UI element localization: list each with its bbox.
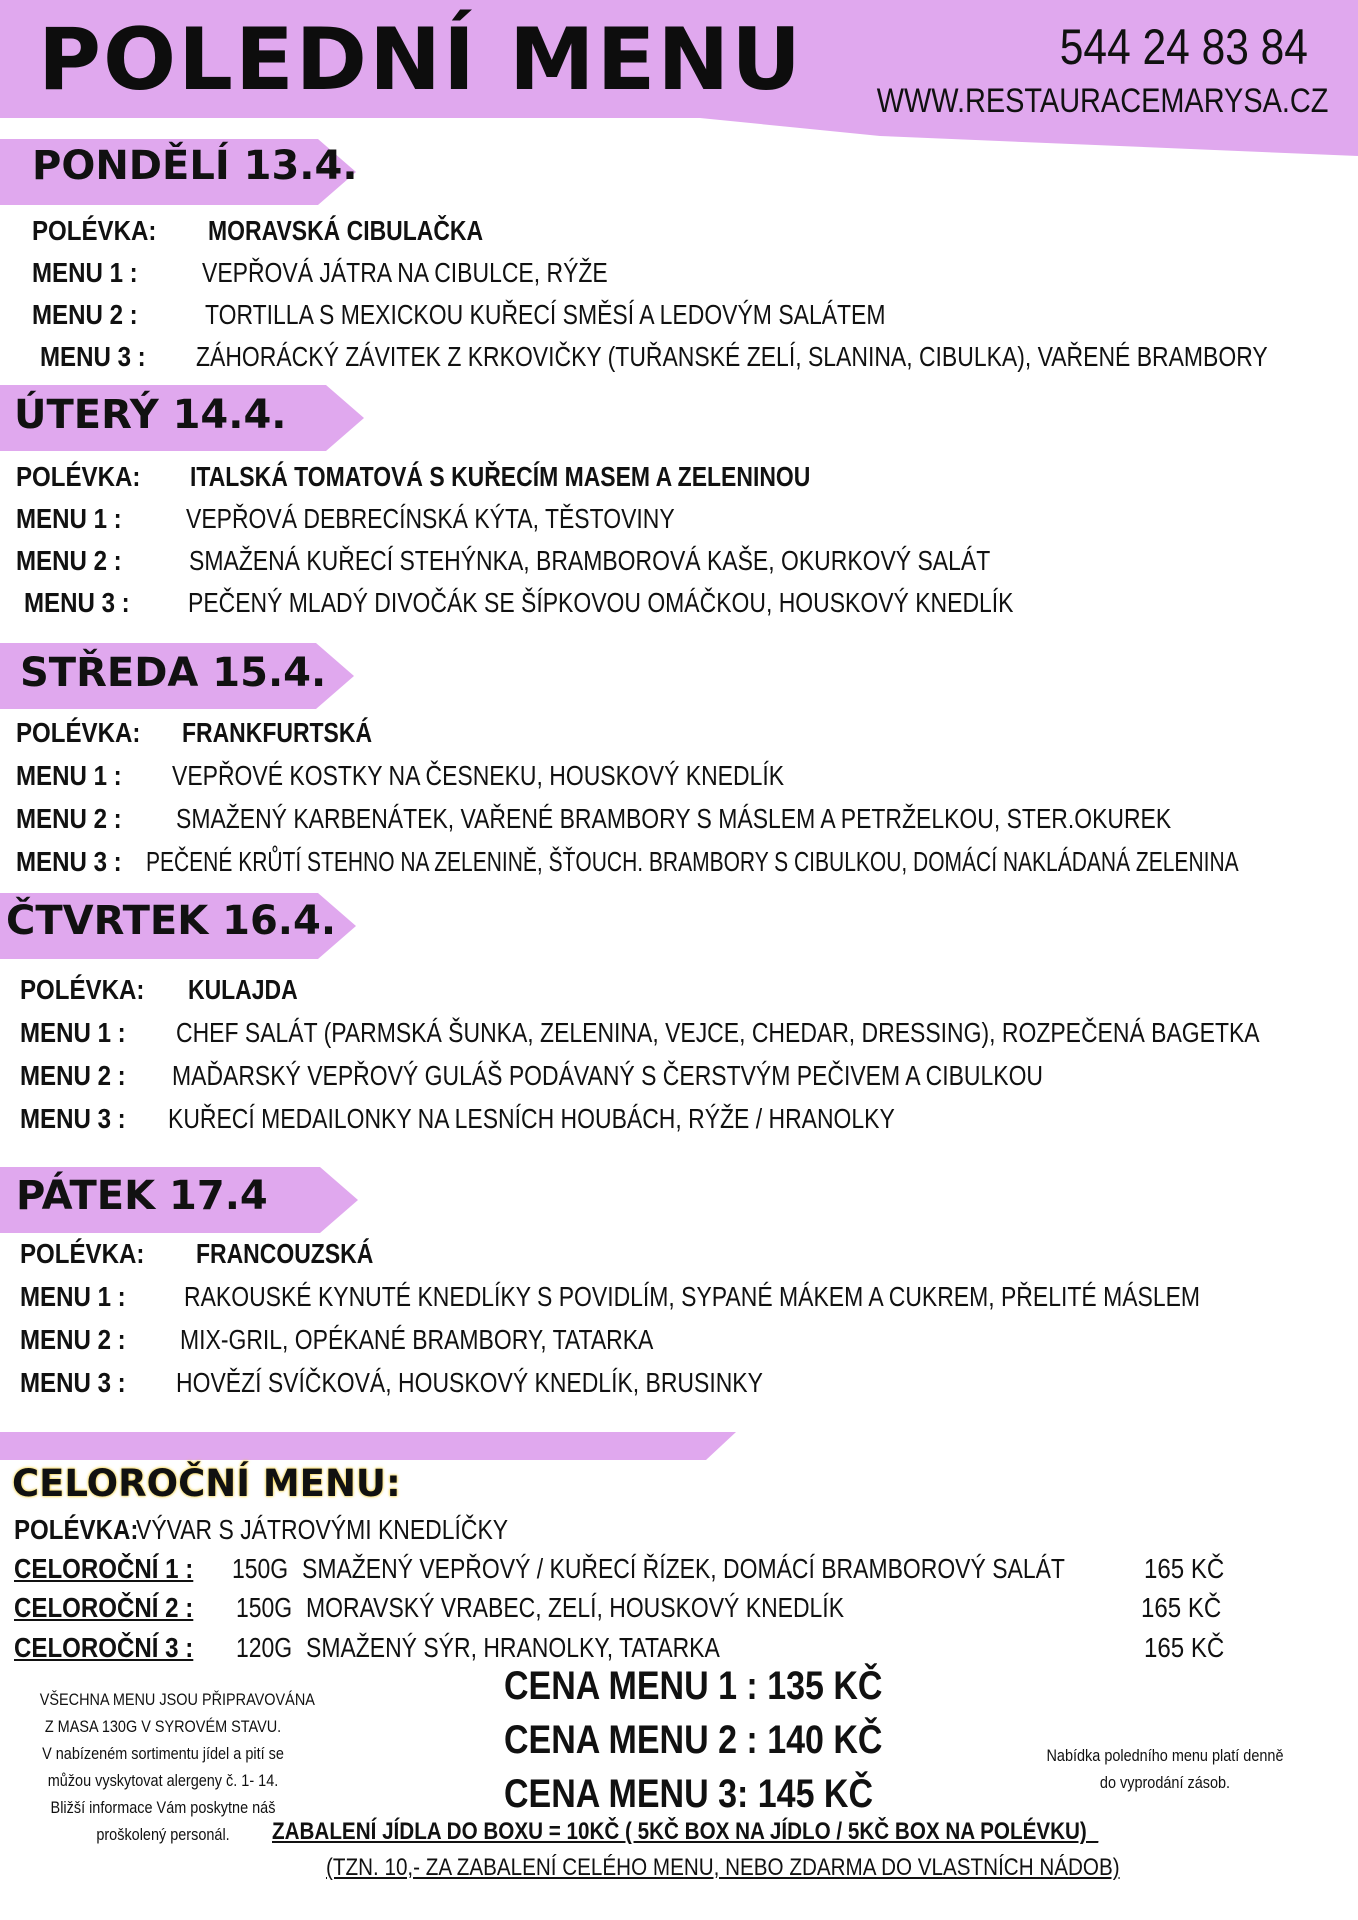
item-key: CELOROČNÍ 3 : [14,1632,194,1663]
row-value: SMAŽENÁ KUŘECÍ STEHÝNKA, BRAMBOROVÁ KAŠE, OKURKOVÝ SALÁT [189,545,991,576]
note-line: Z MASA 130G V SYROVÉM STAVU. [44,1717,282,1736]
row-key: POLÉVKA: [16,461,141,492]
day-title-monday: PONDĚLÍ 13.4. [32,143,358,189]
row-value: TORTILLA S MEXICKOU KUŘECÍ SMĚSÍ A LEDOVÝM SALÁTEM [205,299,886,330]
row-key: MENU 2 : [16,803,122,834]
row-value: SMAŽENÝ KARBENÁTEK, VAŘENÉ BRAMBORY S MÁSLEM A PETRŽELKOU, STER.OKUREK [176,803,1172,834]
row-key: POLÉVKA: [20,974,145,1005]
row-key: POLÉVKA: [14,1514,139,1545]
row-value: MORAVSKÁ CIBULAČKA [208,215,484,246]
row-key: MENU 2 : [20,1324,126,1355]
row-value: VÝVAR S JÁTROVÝMI KNEDLÍČKY [136,1514,509,1545]
price-menu-3: CENA MENU 3: 145 KČ [504,1772,874,1816]
celorocni-title: CELOROČNÍ MENU: [12,1462,401,1505]
row-key: MENU 1 : [20,1017,126,1048]
item-price: 165 KČ [1141,1592,1222,1623]
price-menu-2: CENA MENU 2 : 140 KČ [504,1718,883,1762]
note-line: do vyprodání zásob. [1099,1773,1231,1792]
note-line: proškolený personál. [96,1825,230,1844]
row-key: POLÉVKA: [16,717,141,748]
row-key: MENU 3 : [40,341,146,372]
row-key: MENU 1 : [16,503,122,534]
day-title-wednesday: STŘEDA 15.4. [20,650,327,696]
row-key: POLÉVKA: [32,215,157,246]
row-value: ITALSKÁ TOMATOVÁ S KUŘECÍM MASEM A ZELENINOU [190,461,811,492]
note-line: Bližší informace Vám poskytne náš [50,1798,276,1817]
item-price: 165 KČ [1144,1553,1225,1584]
row-value: VEPŘOVÁ JÁTRA NA CIBULCE, RÝŽE [202,257,608,288]
page-title: POLEDNÍ MENU [38,10,804,110]
row-value: KULAJDA [188,974,298,1005]
row-key: MENU 3 : [20,1103,126,1134]
row-value: KUŘECÍ MEDAILONKY NA LESNÍCH HOUBÁCH, RÝŽE / HRANOLKY [168,1103,895,1134]
row-value: RAKOUSKÉ KYNUTÉ KNEDLÍKY S POVIDLÍM, SYPANÉ MÁKEM A CUKREM, PŘELITÉ MÁSLEM [184,1281,1201,1312]
row-key: MENU 2 : [32,299,138,330]
item-key: CELOROČNÍ 1 : [14,1553,194,1584]
row-key: MENU 3 : [24,587,130,618]
row-key: POLÉVKA: [20,1238,145,1269]
item-name: SMAŽENÝ VEPŘOVÝ / KUŘECÍ ŘÍZEK, DOMÁCÍ BRAMBOROVÝ SALÁT [302,1553,1065,1584]
day-title-tuesday: ÚTERÝ 14.4. [14,392,287,438]
item-name: SMAŽENÝ SÝR, HRANOLKY, TATARKA [306,1632,720,1663]
row-value: VEPŘOVÉ KOSTKY NA ČESNEKU, HOUSKOVÝ KNEDLÍK [172,760,785,791]
row-value: CHEF SALÁT (PARMSKÁ ŠUNKA, ZELENINA, VEJCE, CHEDAR, DRESSING), ROZPEČENÁ BAGETKA [176,1017,1260,1048]
note-line: můžou vyskytovat alergeny č. 1- 14. [47,1771,279,1790]
row-key: MENU 3 : [20,1367,126,1398]
row-value: ZÁHORÁCKÝ ZÁVITEK Z KRKOVIČKY (TUŘANSKÉ ZELÍ, SLANINA, CIBULKA), VAŘENÉ BRAMBORY [196,341,1268,372]
box-packaging-subnote: (TZN. 10,- ZA ZABALENÍ CELÉHO MENU, NEBO ZDARMA DO VLASTNÍCH NÁDOB) [326,1854,1120,1881]
item-weight: 150G [232,1553,289,1584]
row-value: VEPŘOVÁ DEBRECÍNSKÁ KÝTA, TĚSTOVINY [186,503,675,534]
row-key: MENU 1 : [32,257,138,288]
day-title-friday: PÁTEK 17.4 [16,1173,268,1219]
row-value: PEČENÉ KRŮTÍ STEHNO NA ZELENINĚ, ŠŤOUCH. BRAMBORY S CIBULKOU, DOMÁCÍ NAKLÁDANÁ ZELENINA [146,846,1239,877]
item-weight: 150G [236,1592,293,1623]
note-line: VŠECHNA MENU JSOU PŘIPRAVOVÁNA [39,1690,315,1709]
item-key: CELOROČNÍ 2 : [14,1592,194,1623]
allergen-note [18,1686,315,1848]
note-line: Nabídka poledního menu platí denně [1046,1746,1284,1765]
section-divider [0,1432,740,1460]
row-value: FRANKFURTSKÁ [182,717,373,748]
row-value: MAĎARSKÝ VEPŘOVÝ GULÁŠ PODÁVANÝ S ČERSTVÝM PEČIVEM A CIBULKOU [172,1060,1044,1091]
item-weight: 120G [236,1632,293,1663]
row-key: MENU 1 : [20,1281,126,1312]
price-menu-1: CENA MENU 1 : 135 KČ [504,1664,883,1708]
row-key: MENU 2 : [20,1060,126,1091]
row-value: MIX-GRIL, OPÉKANÉ BRAMBORY, TATARKA [180,1324,654,1355]
item-name: MORAVSKÝ VRABEC, ZELÍ, HOUSKOVÝ KNEDLÍK [306,1592,845,1623]
row-value: FRANCOUZSKÁ [196,1238,374,1269]
note-line: V nabízeném sortimentu jídel a pití se [42,1744,284,1763]
row-key: MENU 1 : [16,760,122,791]
phone-number: 544 24 83 84 [1059,19,1308,75]
row-key: MENU 2 : [16,545,122,576]
day-title-thursday: ČTVRTEK 16.4. [6,898,337,944]
item-price: 165 KČ [1144,1632,1225,1663]
row-value: PEČENÝ MLADÝ DIVOČÁK SE ŠÍPKOVOU OMÁČKOU, HOUSKOVÝ KNEDLÍK [188,587,1014,618]
row-key: MENU 3 : [16,846,122,877]
row-value: HOVĚZÍ SVÍČKOVÁ, HOUSKOVÝ KNEDLÍK, BRUSINKY [176,1367,763,1398]
box-packaging-note: ZABALENÍ JÍDLA DO BOXU = 10KČ ( 5KČ BOX NA JÍDLO / 5KČ BOX NA POLÉVKU)_ [272,1818,1099,1845]
website-link[interactable]: WWW.RESTAURACEMARYSA.CZ [876,82,1328,120]
availability-note [1010,1742,1320,1796]
